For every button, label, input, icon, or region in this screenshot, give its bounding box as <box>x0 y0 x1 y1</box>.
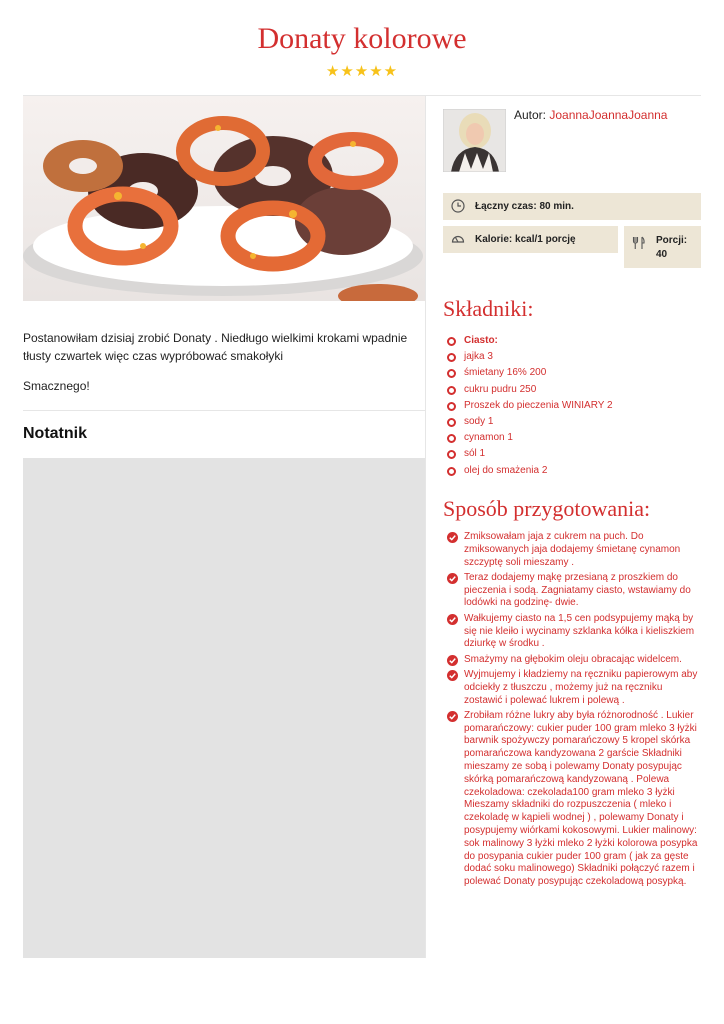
ingredient-item[interactable]: Proszek do pieczenia WINIARY 2 <box>447 398 697 414</box>
ingredients-list <box>447 333 697 479</box>
check-circle-icon <box>447 573 458 584</box>
ingredient-item[interactable]: sól 1 <box>447 446 697 462</box>
step-text: Wyjmujemy i kładziemy na ręczniku papierowym aby odciekły z tłuszczu , możemy już na ręczniku zostawić i polewać lukrem i polewą . <box>464 668 698 706</box>
intro-closing: Smacznego! <box>23 379 90 393</box>
author-avatar[interactable] <box>443 109 506 172</box>
step-item[interactable] <box>447 654 702 667</box>
check-circle-icon <box>447 670 458 681</box>
rating-stars[interactable]: ★★★★★ <box>325 63 399 80</box>
notes-area[interactable] <box>23 458 425 958</box>
author-line <box>514 108 667 122</box>
servings-text <box>656 234 687 262</box>
calories-box <box>443 226 618 253</box>
step-text: Smażymy na głębokim oleju obracając widelcem. <box>464 653 682 665</box>
servings-value: 40 <box>656 249 668 260</box>
ingredient-item[interactable]: cukru pudru 250 <box>447 382 697 398</box>
ingredients-title: Składniki: <box>443 296 534 321</box>
step-item[interactable] <box>447 613 702 651</box>
divider <box>23 410 425 411</box>
step-item[interactable] <box>447 572 702 610</box>
ingredient-item[interactable]: Ciasto: <box>447 333 697 349</box>
step-text: Zmiksowałam jaja z cukrem na puch. Do zmiksowanych jaja dodajemy śmietanę cynamon szczyptę soli mieszamy . <box>464 531 681 568</box>
check-circle-icon <box>447 532 458 543</box>
check-circle-icon <box>447 614 458 625</box>
step-item[interactable] <box>447 669 702 707</box>
preparation-title: Sposób przygotowania: <box>443 496 651 521</box>
step-item[interactable] <box>447 531 702 569</box>
clock-icon <box>451 199 465 213</box>
column-divider <box>425 96 426 958</box>
step-text: Zrobiłam różne lukry aby była różnorodność . Lukier pomarańczowy: cukier puder 100 gram mleko 3 łyżki barwnik spożywczy pomarańczowy 5 kropel skórka pomarańczowa kandyzowana 2 garście Składniki mieszamy ze sobą i polewamy Donaty posypując skórką pomarańczową kandyzowaną . Polewa czekoladowa: czekolada100 gram mleko 3 łyżki Mieszamy składniki do rozpuszczenia ( mleko i czekoladę w kąpieli wodnej ) , polewamy Donaty i posypujemy wiórkami kokosowymi. Lukier malinowy: sok malinowy 3 łyżki mleko 2 łyżki kolorowa posypka do posypania cukier puder 100 gram ( jak za gęste dodać soku malinowego) Składniki połączyć razem i polewać Donaty posypując czekoladową posypką. <box>464 709 698 888</box>
check-circle-icon <box>447 655 458 666</box>
total-time-label: Łączny czas: 80 min. <box>475 201 574 212</box>
ingredient-item[interactable]: olej do smażenia 2 <box>447 463 697 479</box>
gauge-icon <box>451 232 465 246</box>
cutlery-icon <box>632 236 646 250</box>
servings-box <box>624 226 701 268</box>
intro-text: Postanowiłam dzisiaj zrobić Donaty . Niedługo wielkimi krokami wpadnie tłusty czwartek więc czas wypróbować smakołyki <box>23 331 408 363</box>
servings-label: Porcji: <box>656 235 688 246</box>
recipe-intro <box>23 329 415 407</box>
step-text: Teraz dodajemy mąkę przesianą z proszkiem do pieczenia i sodą. Zagniatamy ciasto, wstawiamy do lodówki na godzinę- dwie. <box>464 571 691 609</box>
ingredient-item[interactable]: sody 1 <box>447 414 697 430</box>
ingredient-item[interactable]: cynamon 1 <box>447 430 697 446</box>
ingredient-item[interactable]: śmietany 16% 200 <box>447 365 697 381</box>
recipe-title: Donaty kolorowe <box>257 22 467 55</box>
preparation-steps <box>447 531 702 892</box>
calories-label: Kalorie: kcal/1 porcję <box>475 234 576 245</box>
ingredient-item[interactable]: jajka 3 <box>447 349 697 365</box>
author-label: Autor: <box>514 108 547 122</box>
total-time-box <box>443 193 701 220</box>
notes-title: Notatnik <box>23 425 87 442</box>
step-text: Wałkujemy ciasto na 1,5 cen podsypujemy mąką by się nie kleiło i wycinamy szklanka kółka i kieliszkiem dziurkę w środku . <box>464 612 695 650</box>
check-circle-icon <box>447 711 458 722</box>
step-item[interactable] <box>447 710 702 889</box>
author-name-link[interactable]: JoannaJoannaJoanna <box>549 108 668 122</box>
recipe-photo <box>23 96 425 301</box>
